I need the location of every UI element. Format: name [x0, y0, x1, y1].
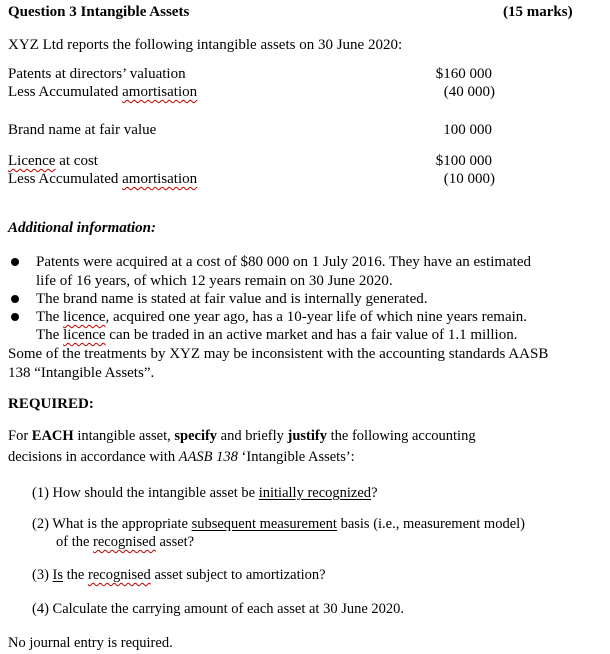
note-line1: Some of the treatments by XYZ may be inconsistent with the accounting standards AASB — [8, 346, 549, 362]
question-4: (4) Calculate the carrying amount of each asset at 30 June 2020. — [32, 601, 405, 617]
patents-amortisation-label: Less Accumulated amortisation — [8, 84, 198, 100]
bullet-licence-line2: The licence can be traded in an active market and has a fair value of 1.1 million. — [36, 327, 518, 343]
required-line2: decisions in accordance with AASB 138 ‘Intangible Assets’: — [8, 449, 355, 465]
bullet-icon — [11, 295, 19, 303]
note-line2: 138 “Intangible Assets”. — [8, 365, 155, 381]
brand-value: 100 000 — [443, 122, 492, 138]
bullet-icon — [11, 258, 19, 266]
bullet-icon — [11, 313, 19, 321]
intro-text: XYZ Ltd reports the following intangible assets on 30 June 2020: — [8, 37, 403, 53]
patents-label: Patents at directors’ valuation — [8, 66, 186, 82]
marks-label: (15 marks) — [503, 4, 573, 20]
question-3: (3) Is the recognised asset subject to amortization? — [32, 567, 326, 583]
licence-amortisation-label: Less Accumulated amortisation — [8, 171, 198, 187]
patents-amortisation-value: (40 000) — [443, 84, 495, 100]
brand-label: Brand name at fair value — [8, 122, 157, 138]
bullet-patents-line1: Patents were acquired at a cost of $80 000 on 1 July 2016. They have an estimated — [36, 254, 532, 270]
question-2-line2: of the recognised asset? — [56, 534, 195, 550]
bullet-brand: The brand name is stated at fair value and is internally generated. — [36, 291, 428, 307]
licence-value: $100 000 — [435, 153, 492, 169]
required-heading: REQUIRED: — [8, 396, 94, 412]
bullet-patents-line2: life of 16 years, of which 12 years remain on 30 June 2020. — [36, 273, 393, 289]
question-title: Question 3 Intangible Assets — [8, 4, 190, 20]
bullet-licence-line1: The licence, acquired one year ago, has a 10-year life of which nine years remain. — [36, 309, 528, 325]
question-1: (1) How should the intangible asset be initially recognized? — [32, 485, 378, 501]
additional-heading: Additional information: — [8, 220, 156, 236]
required-line1: For EACH intangible asset, specify and briefly justify the following accounting — [8, 428, 476, 444]
patents-value: $160 000 — [435, 66, 492, 82]
licence-label: Licence at cost — [8, 153, 98, 169]
footer-note: No journal entry is required. — [8, 635, 173, 651]
question-2-line1: (2) What is the appropriate subsequent measurement basis (i.e., measurement model) — [32, 516, 525, 532]
licence-amortisation-value: (10 000) — [443, 171, 495, 187]
